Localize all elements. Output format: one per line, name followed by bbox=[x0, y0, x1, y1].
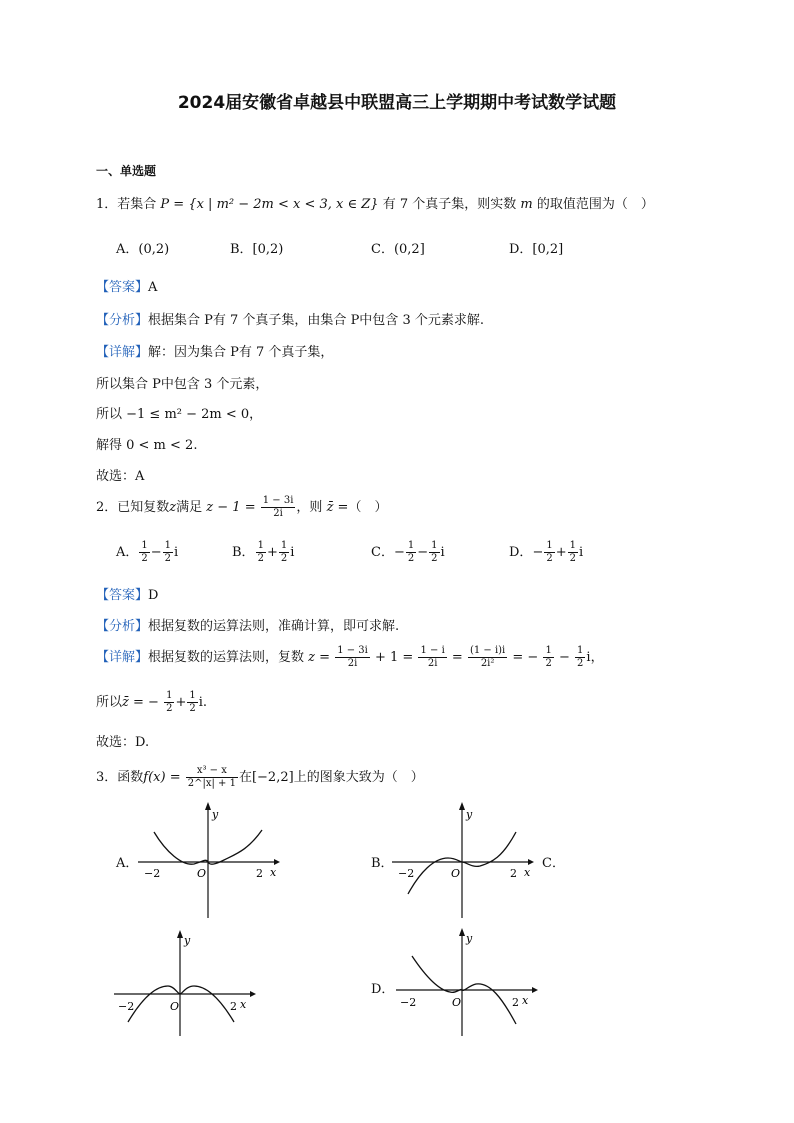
origin-label: O bbox=[170, 1000, 180, 1013]
frac-den: 2 bbox=[189, 703, 196, 714]
x-label: x bbox=[524, 866, 531, 879]
frac-den: 2 bbox=[545, 658, 552, 669]
q1-line-2: 所以 −1 ≤ m² − 2m < 0， bbox=[96, 407, 263, 422]
q1-answer bbox=[96, 276, 157, 295]
option-label: D． bbox=[509, 545, 533, 560]
frac-num: 1 bbox=[166, 690, 173, 701]
frac-num: 1 bbox=[164, 540, 172, 551]
q2-detail-text: 根据复数的运算法则，复数 bbox=[148, 650, 305, 665]
neg-tick: −2 bbox=[400, 996, 417, 1009]
option-operator: + bbox=[266, 545, 278, 560]
frac-den: 2 bbox=[280, 553, 288, 564]
q1-option-a[interactable]: A．(0,2) bbox=[116, 242, 170, 257]
q1-variable: m bbox=[520, 197, 533, 212]
frac-den: 2 bbox=[407, 553, 415, 564]
calc-minus: − bbox=[558, 650, 570, 665]
q3-stem-end: 上的图象大致为（ ） bbox=[293, 770, 424, 785]
q1-set-expression: P = {x | m² − 2m < x < 3, x ∈ Z} bbox=[160, 197, 379, 212]
q1-line-4: 故选：A bbox=[96, 469, 145, 484]
frac-num: 1 bbox=[546, 540, 553, 551]
q3-numerator: x³ − x bbox=[186, 765, 238, 778]
q2-option-b[interactable] bbox=[232, 540, 294, 565]
imaginary-unit: i bbox=[579, 545, 584, 560]
line-frac-1 bbox=[164, 690, 174, 715]
q3-option-d-label[interactable]: D． bbox=[371, 982, 395, 997]
y-arrow-icon bbox=[177, 930, 183, 938]
q1-line-1: 所以集合 P中包含 3 个元素， bbox=[96, 377, 269, 392]
q3-interval: [−2,2] bbox=[251, 770, 294, 785]
frac-num: 1 − i bbox=[420, 645, 445, 656]
frac-den: 2 bbox=[166, 703, 173, 714]
answer-tag: 【答案】 bbox=[96, 280, 149, 295]
q2-option-d[interactable] bbox=[509, 540, 583, 565]
q1-stem bbox=[96, 193, 654, 212]
q1-stem-end: 的取值范围为（ ） bbox=[536, 197, 654, 212]
frac-num: 1 bbox=[545, 645, 552, 656]
q2-zbar: z̄ = bbox=[326, 500, 349, 515]
q2-numerator: 1 − 3i bbox=[262, 495, 294, 506]
pos-tick: 2 bbox=[512, 996, 519, 1009]
imaginary-unit: i bbox=[174, 545, 179, 560]
detail-tag: 【详解】 bbox=[96, 650, 149, 665]
frac-num: 1 bbox=[257, 540, 264, 551]
q3-stem-mid: 在 bbox=[238, 770, 252, 785]
option-operator: + bbox=[555, 545, 567, 560]
y-arrow-icon bbox=[205, 802, 211, 810]
calc-plus: + 1 = bbox=[375, 650, 414, 665]
frac-den: 2i bbox=[347, 658, 358, 669]
x-arrow-icon bbox=[532, 987, 538, 993]
option-sign: − bbox=[393, 545, 405, 560]
calc-frac-3 bbox=[468, 645, 507, 670]
frac-den: 2 bbox=[569, 553, 576, 564]
frac-num: 1 bbox=[569, 540, 576, 551]
x-arrow-icon bbox=[528, 859, 534, 865]
option-sign: − bbox=[532, 545, 544, 560]
q1-detail bbox=[96, 341, 333, 360]
option-frac-2 bbox=[279, 540, 289, 565]
calc-frac-4 bbox=[543, 645, 553, 670]
option-operator: − bbox=[417, 545, 429, 560]
frac-num: 1 bbox=[189, 690, 196, 701]
origin-label: O bbox=[197, 867, 207, 880]
q2-analysis bbox=[96, 615, 399, 634]
frac-num: 1 bbox=[280, 540, 288, 551]
option-frac-2 bbox=[429, 540, 439, 565]
q2-answer-value: D bbox=[148, 588, 159, 603]
option-operator: − bbox=[150, 545, 162, 560]
q2-answer bbox=[96, 584, 158, 603]
q1-option-b[interactable]: B．[0,2) bbox=[230, 242, 284, 257]
imaginary-unit: i bbox=[440, 545, 445, 560]
neg-tick: −2 bbox=[398, 867, 415, 880]
frac-den: 2 bbox=[546, 553, 553, 564]
q3-graph-a[interactable] bbox=[136, 802, 280, 920]
origin-label: O bbox=[451, 867, 461, 880]
q1-analysis-text: 根据集合 P有 7 个真子集，由集合 P中包含 3 个元素求解. bbox=[148, 313, 484, 328]
option-frac-2 bbox=[568, 540, 578, 565]
frac-num: 1 bbox=[141, 540, 148, 551]
section-heading: 一、单选题 bbox=[96, 164, 157, 178]
line-end: i. bbox=[198, 695, 208, 710]
pos-tick: 2 bbox=[256, 867, 263, 880]
calc-frac-5 bbox=[575, 645, 585, 670]
q2-stem bbox=[96, 495, 387, 520]
q1-analysis bbox=[96, 309, 484, 328]
frac-den: 2 bbox=[164, 553, 172, 564]
y-label: y bbox=[466, 808, 473, 821]
option-label: A． bbox=[116, 545, 139, 560]
q1-option-c[interactable]: C．(0,2] bbox=[371, 242, 425, 257]
option-frac-1 bbox=[139, 540, 149, 565]
q2-lhs: z − 1 = bbox=[206, 500, 256, 515]
q3-graph-b[interactable] bbox=[390, 802, 534, 920]
option-label: B． bbox=[232, 545, 255, 560]
option-frac-1 bbox=[544, 540, 554, 565]
frac-den: 2 bbox=[577, 658, 584, 669]
calc-eq-neg: = − bbox=[512, 650, 539, 665]
y-label: y bbox=[466, 932, 473, 945]
q2-stem-then: ，则 bbox=[296, 500, 323, 515]
q1-stem-prefix: 1．若集合 bbox=[96, 197, 157, 212]
q3-option-c-label[interactable]: C． bbox=[542, 856, 565, 871]
frac-den: 2 bbox=[431, 553, 438, 564]
q2-z: z bbox=[169, 500, 177, 515]
q2-stem-mid: 满足 bbox=[176, 500, 203, 515]
q3-option-a-label[interactable]: A． bbox=[116, 856, 139, 871]
q2-line-2 bbox=[96, 690, 207, 715]
curve bbox=[128, 986, 234, 1022]
option-frac-1 bbox=[256, 540, 266, 565]
q1-line-3: 解得 0 < m < 2. bbox=[96, 438, 198, 453]
q2-stem-prefix: 2．已知复数 bbox=[96, 500, 170, 515]
frac-den: 2i² bbox=[480, 658, 495, 669]
pos-tick: 2 bbox=[510, 867, 517, 880]
x-arrow-icon bbox=[250, 991, 256, 997]
neg-tick: −2 bbox=[118, 1000, 135, 1013]
analysis-tag: 【分析】 bbox=[96, 619, 149, 634]
q3-fx: f(x) = bbox=[143, 770, 181, 785]
analysis-tag: 【分析】 bbox=[96, 313, 149, 328]
frac-num: (1 − i)i bbox=[469, 645, 506, 656]
q3-denominator: 2^|x| + 1 bbox=[187, 778, 236, 789]
y-label: y bbox=[212, 808, 219, 821]
frac-den: 2 bbox=[257, 553, 264, 564]
frac-num: 1 − 3i bbox=[337, 645, 368, 656]
q2-detail bbox=[96, 645, 604, 670]
x-arrow-icon bbox=[274, 859, 280, 865]
pos-tick: 2 bbox=[230, 1000, 237, 1013]
q2-analysis-text: 根据复数的运算法则，准确计算，即可求解. bbox=[148, 619, 400, 634]
page-title: 2024届安徽省卓越县中联盟高三上学期期中考试数学试题 bbox=[177, 93, 617, 113]
frac-den: 2i bbox=[427, 658, 438, 669]
q2-conclusion: 故选：D. bbox=[96, 735, 150, 750]
y-arrow-icon bbox=[459, 928, 465, 936]
x-label: x bbox=[240, 998, 247, 1011]
frac-num: 1 bbox=[431, 540, 438, 551]
calc-eq: = bbox=[451, 650, 463, 665]
y-arrow-icon bbox=[459, 802, 465, 810]
q3-fraction bbox=[186, 765, 238, 790]
q2-option-c[interactable] bbox=[371, 540, 445, 565]
q3-stem-prefix: 3．函数 bbox=[96, 770, 144, 785]
line-prefix: 所以 bbox=[96, 695, 123, 710]
q2-stem-end: （ ） bbox=[348, 500, 388, 515]
calc-z: z = bbox=[308, 650, 331, 665]
q3-stem bbox=[96, 765, 424, 790]
q1-detail-text: 解：因为集合 P有 7 个真子集， bbox=[148, 345, 334, 360]
frac-num: 1 bbox=[577, 645, 584, 656]
q1-answer-value: A bbox=[148, 280, 158, 295]
frac-num: 1 bbox=[407, 540, 415, 551]
q1-stem-suffix: 有 7 个真子集，则实数 bbox=[382, 197, 517, 212]
q2-fraction bbox=[261, 495, 296, 520]
option-frac-2 bbox=[163, 540, 173, 565]
q2-denominator: 2i bbox=[273, 508, 283, 519]
line-zbar: z̄ = − bbox=[122, 695, 159, 710]
imaginary-unit: i bbox=[290, 545, 295, 560]
origin-label: O bbox=[452, 996, 462, 1009]
y-label: y bbox=[184, 934, 191, 947]
x-label: x bbox=[270, 866, 277, 879]
q2-option-a[interactable] bbox=[116, 540, 178, 565]
q3-graph-d[interactable] bbox=[394, 928, 538, 1038]
calc-frac-2 bbox=[418, 645, 446, 670]
frac-den: 2 bbox=[141, 553, 148, 564]
line-plus: + bbox=[175, 695, 187, 710]
q3-option-b-label[interactable]: B． bbox=[371, 856, 394, 871]
option-label: C． bbox=[371, 545, 394, 560]
neg-tick: −2 bbox=[144, 867, 161, 880]
calc-frac-1 bbox=[335, 645, 370, 670]
answer-tag: 【答案】 bbox=[96, 588, 149, 603]
q1-option-d[interactable]: D．[0,2] bbox=[509, 242, 564, 257]
calc-end: i， bbox=[586, 650, 604, 665]
detail-tag: 【详解】 bbox=[96, 345, 149, 360]
x-label: x bbox=[522, 994, 529, 1007]
q3-graph-c[interactable] bbox=[112, 928, 256, 1038]
option-frac-1 bbox=[406, 540, 416, 565]
line-frac-2 bbox=[187, 690, 197, 715]
